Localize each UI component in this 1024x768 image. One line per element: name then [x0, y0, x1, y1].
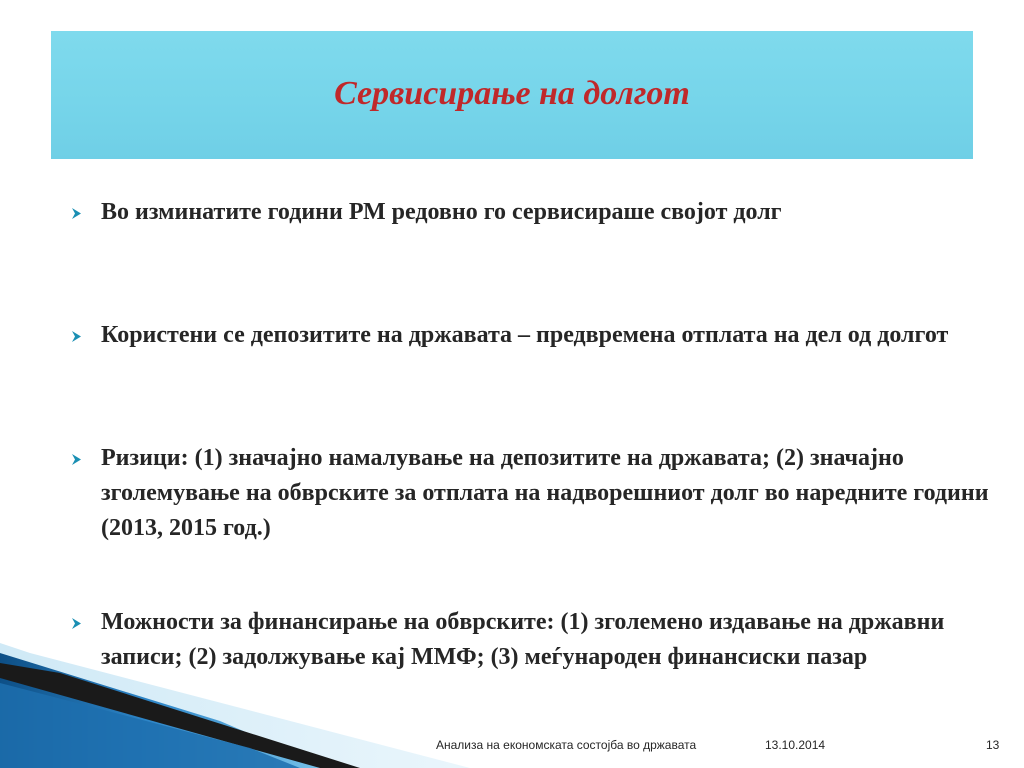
arrow-bullet-icon: [70, 617, 83, 630]
bullet-item: [70, 441, 991, 546]
bullet-text: Ризици: (1) значајно намалување на депозитите на државата; (2) значајно зголемување на обврските за отплата на надворешниот долг во наредните години (2013, 2015 год.): [101, 445, 989, 541]
page-number: 13: [986, 738, 1000, 752]
arrow-bullet-icon: [70, 207, 83, 220]
arrow-bullet-icon: [70, 330, 83, 343]
bullet-item: [70, 195, 991, 230]
footer-text: Анализа на економската состојба во државата: [436, 738, 697, 752]
bullet-text: Можности за финансирање на обврските: (1) зголемено издавање на државни записи; (2) задолжување кај ММФ; (3) меѓународен финансиски пазар: [101, 609, 945, 670]
footer-date: 13.10.2014: [765, 738, 826, 752]
bullet-text: Користени се депозитите на државата – предвремена отплата на дел од долгот: [101, 322, 949, 348]
slide-title: Сервисирање на долгот: [334, 75, 690, 112]
bullet-text: Во изминатите години РМ редовно го сервисираше својот долг: [101, 199, 782, 225]
arrow-bullet-icon: [70, 453, 83, 466]
corner-decoration: [0, 643, 470, 768]
bullet-item: [70, 318, 991, 353]
